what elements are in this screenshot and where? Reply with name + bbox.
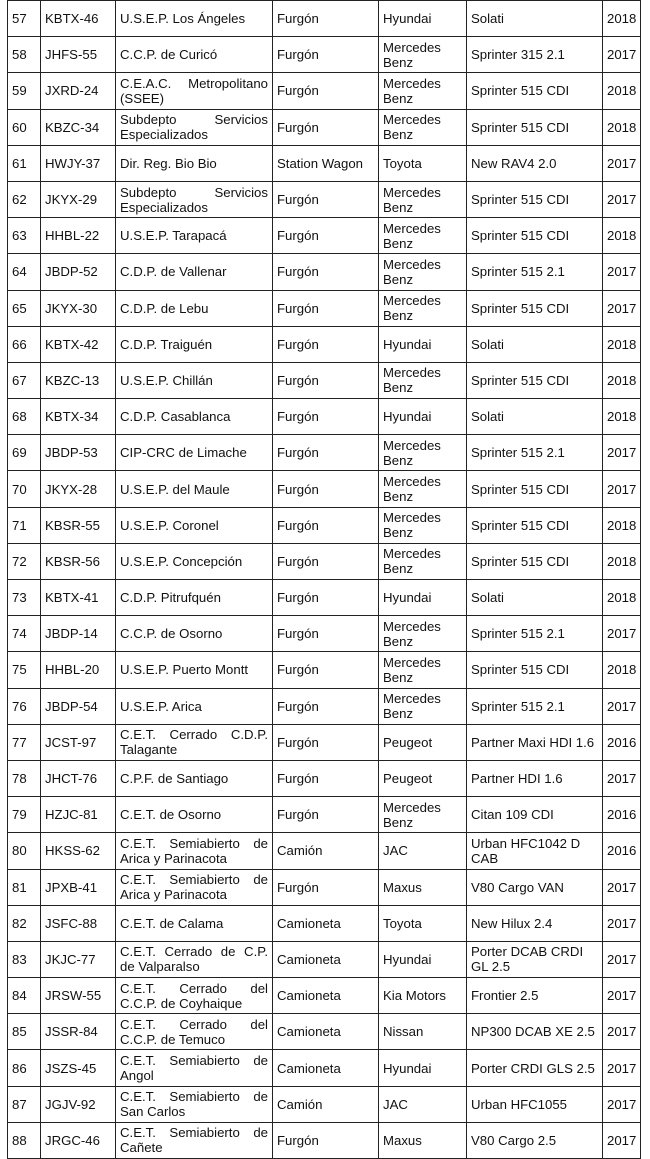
unit-cell: U.S.E.P. Chillán	[116, 362, 273, 398]
unit-cell: Subdepto Servicios Especializados	[116, 109, 273, 145]
row-number-cell: 67	[8, 362, 41, 398]
vehicle-type-cell: Furgón	[273, 1, 379, 37]
plate-cell: JCST-97	[41, 724, 116, 760]
plate-cell: KBTX-41	[41, 580, 116, 616]
plate-cell: HZJC-81	[41, 797, 116, 833]
plate-cell: JBDP-52	[41, 254, 116, 290]
brand-cell: Nissan	[379, 1014, 467, 1050]
vehicle-type-cell: Furgón	[273, 290, 379, 326]
unit-cell: C.C.P. de Osorno	[116, 616, 273, 652]
table-row	[8, 652, 641, 688]
plate-cell: KBTX-34	[41, 399, 116, 435]
table-row	[8, 399, 641, 435]
table-row	[8, 1, 641, 37]
unit-cell: U.S.E.P. Puerto Montt	[116, 652, 273, 688]
unit-cell: U.S.E.P. Tarapacá	[116, 218, 273, 254]
plate-cell: KBTX-46	[41, 1, 116, 37]
vehicle-type-cell: Furgón	[273, 688, 379, 724]
brand-cell: Hyundai	[379, 326, 467, 362]
brand-cell: Mercedes Benz	[379, 109, 467, 145]
row-number-cell: 77	[8, 724, 41, 760]
brand-cell: Mercedes Benz	[379, 543, 467, 579]
brand-cell: Mercedes Benz	[379, 218, 467, 254]
year-cell: 2018	[603, 543, 641, 579]
table-row	[8, 1014, 641, 1050]
plate-cell: JBDP-14	[41, 616, 116, 652]
plate-cell: JKJC-77	[41, 941, 116, 977]
year-cell: 2017	[603, 181, 641, 217]
unit-cell: Subdepto Servicios Especializados	[116, 181, 273, 217]
unit-cell: C.E.T. Semiabierto de Arica y Parinacota	[116, 869, 273, 905]
table-row	[8, 145, 641, 181]
row-number-cell: 68	[8, 399, 41, 435]
year-cell: 2017	[603, 290, 641, 326]
brand-cell: Mercedes Benz	[379, 797, 467, 833]
year-cell: 2017	[603, 688, 641, 724]
plate-cell: JSSR-84	[41, 1014, 116, 1050]
year-cell: 2017	[603, 1122, 641, 1158]
vehicle-table-body	[8, 1, 641, 1159]
year-cell: 2018	[603, 73, 641, 109]
row-number-cell: 72	[8, 543, 41, 579]
unit-cell: U.S.E.P. Arica	[116, 688, 273, 724]
row-number-cell: 57	[8, 1, 41, 37]
table-row	[8, 181, 641, 217]
brand-cell: Mercedes Benz	[379, 254, 467, 290]
vehicle-type-cell: Furgón	[273, 652, 379, 688]
brand-cell: Mercedes Benz	[379, 435, 467, 471]
brand-cell: Mercedes Benz	[379, 73, 467, 109]
table-row	[8, 471, 641, 507]
row-number-cell: 81	[8, 869, 41, 905]
table-row	[8, 290, 641, 326]
plate-cell: HKSS-62	[41, 833, 116, 869]
plate-cell: JXRD-24	[41, 73, 116, 109]
row-number-cell: 78	[8, 760, 41, 796]
vehicle-type-cell: Furgón	[273, 362, 379, 398]
table-row	[8, 1050, 641, 1086]
unit-cell: C.E.A.C. Metropolitano (SSEE)	[116, 73, 273, 109]
plate-cell: JBDP-53	[41, 435, 116, 471]
plate-cell: JKYX-30	[41, 290, 116, 326]
row-number-cell: 86	[8, 1050, 41, 1086]
brand-cell: Kia Motors	[379, 978, 467, 1014]
row-number-cell: 70	[8, 471, 41, 507]
model-cell: V80 Cargo 2.5	[467, 1122, 603, 1158]
row-number-cell: 61	[8, 145, 41, 181]
plate-cell: JKYX-29	[41, 181, 116, 217]
year-cell: 2016	[603, 797, 641, 833]
table-row	[8, 109, 641, 145]
model-cell: V80 Cargo VAN	[467, 869, 603, 905]
brand-cell: Mercedes Benz	[379, 37, 467, 73]
unit-cell: U.S.E.P. Concepción	[116, 543, 273, 579]
year-cell: 2017	[603, 254, 641, 290]
table-row	[8, 543, 641, 579]
model-cell: Sprinter 515 CDI	[467, 73, 603, 109]
plate-cell: JGJV-92	[41, 1086, 116, 1122]
brand-cell: Mercedes Benz	[379, 652, 467, 688]
table-row	[8, 616, 641, 652]
brand-cell: Mercedes Benz	[379, 181, 467, 217]
plate-cell: HWJY-37	[41, 145, 116, 181]
model-cell: New RAV4 2.0	[467, 145, 603, 181]
year-cell: 2017	[603, 1050, 641, 1086]
brand-cell: Peugeot	[379, 760, 467, 796]
table-row	[8, 507, 641, 543]
plate-cell: KBSR-55	[41, 507, 116, 543]
row-number-cell: 58	[8, 37, 41, 73]
unit-cell: U.S.E.P. Los Ángeles	[116, 1, 273, 37]
vehicle-type-cell: Furgón	[273, 760, 379, 796]
model-cell: Sprinter 515 CDI	[467, 290, 603, 326]
plate-cell: HHBL-22	[41, 218, 116, 254]
year-cell: 2017	[603, 1086, 641, 1122]
brand-cell: Hyundai	[379, 941, 467, 977]
unit-cell: C.D.P. de Lebu	[116, 290, 273, 326]
plate-cell: JHCT-76	[41, 760, 116, 796]
row-number-cell: 85	[8, 1014, 41, 1050]
year-cell: 2017	[603, 760, 641, 796]
table-row	[8, 833, 641, 869]
vehicle-type-cell: Furgón	[273, 254, 379, 290]
model-cell: Sprinter 515 CDI	[467, 181, 603, 217]
model-cell: Sprinter 515 CDI	[467, 362, 603, 398]
brand-cell: Mercedes Benz	[379, 471, 467, 507]
row-number-cell: 63	[8, 218, 41, 254]
vehicle-type-cell: Furgón	[273, 326, 379, 362]
table-row	[8, 362, 641, 398]
vehicle-type-cell: Furgón	[273, 218, 379, 254]
year-cell: 2017	[603, 471, 641, 507]
vehicle-type-cell: Camioneta	[273, 1014, 379, 1050]
row-number-cell: 69	[8, 435, 41, 471]
year-cell: 2018	[603, 109, 641, 145]
vehicle-table	[7, 0, 641, 1159]
year-cell: 2017	[603, 435, 641, 471]
year-cell: 2017	[603, 978, 641, 1014]
model-cell: Porter DCAB CRDI GL 2.5	[467, 941, 603, 977]
vehicle-type-cell: Furgón	[273, 507, 379, 543]
plate-cell: JPXB-41	[41, 869, 116, 905]
model-cell: Sprinter 515 CDI	[467, 652, 603, 688]
table-row	[8, 254, 641, 290]
row-number-cell: 75	[8, 652, 41, 688]
brand-cell: Toyota	[379, 905, 467, 941]
plate-cell: JRSW-55	[41, 978, 116, 1014]
plate-cell: JSFC-88	[41, 905, 116, 941]
unit-cell: C.D.P. Pitrufquén	[116, 580, 273, 616]
vehicle-type-cell: Furgón	[273, 797, 379, 833]
vehicle-type-cell: Camioneta	[273, 941, 379, 977]
brand-cell: Maxus	[379, 1122, 467, 1158]
unit-cell: C.E.T. de Calama	[116, 905, 273, 941]
year-cell: 2017	[603, 145, 641, 181]
plate-cell: KBZC-13	[41, 362, 116, 398]
row-number-cell: 64	[8, 254, 41, 290]
vehicle-type-cell: Camioneta	[273, 905, 379, 941]
row-number-cell: 82	[8, 905, 41, 941]
unit-cell: C.E.T. Cerrado C.D.P. Talagante	[116, 724, 273, 760]
unit-cell: U.S.E.P. Coronel	[116, 507, 273, 543]
vehicle-type-cell: Furgón	[273, 580, 379, 616]
table-row	[8, 1086, 641, 1122]
unit-cell: C.E.T. Semiabierto de Arica y Parinacota	[116, 833, 273, 869]
vehicle-type-cell: Furgón	[273, 73, 379, 109]
model-cell: New Hilux 2.4	[467, 905, 603, 941]
model-cell: Solati	[467, 326, 603, 362]
row-number-cell: 84	[8, 978, 41, 1014]
model-cell: Urban HFC1055	[467, 1086, 603, 1122]
vehicle-type-cell: Furgón	[273, 181, 379, 217]
row-number-cell: 88	[8, 1122, 41, 1158]
vehicle-type-cell: Camión	[273, 1086, 379, 1122]
vehicle-type-cell: Furgón	[273, 869, 379, 905]
row-number-cell: 80	[8, 833, 41, 869]
model-cell: Sprinter 515 CDI	[467, 218, 603, 254]
brand-cell: Hyundai	[379, 399, 467, 435]
year-cell: 2017	[603, 37, 641, 73]
brand-cell: Maxus	[379, 869, 467, 905]
table-row	[8, 1122, 641, 1158]
vehicle-type-cell: Furgón	[273, 399, 379, 435]
year-cell: 2018	[603, 399, 641, 435]
table-row	[8, 724, 641, 760]
brand-cell: Mercedes Benz	[379, 616, 467, 652]
year-cell: 2017	[603, 616, 641, 652]
unit-cell: C.E.T. de Osorno	[116, 797, 273, 833]
plate-cell: KBTX-42	[41, 326, 116, 362]
year-cell: 2018	[603, 1, 641, 37]
model-cell: Sprinter 515 CDI	[467, 109, 603, 145]
brand-cell: JAC	[379, 833, 467, 869]
unit-cell: CIP-CRC de Limache	[116, 435, 273, 471]
brand-cell: Mercedes Benz	[379, 362, 467, 398]
plate-cell: KBZC-34	[41, 109, 116, 145]
unit-cell: C.P.F. de Santiago	[116, 760, 273, 796]
plate-cell: JBDP-54	[41, 688, 116, 724]
model-cell: Solati	[467, 1, 603, 37]
row-number-cell: 62	[8, 181, 41, 217]
plate-cell: JKYX-28	[41, 471, 116, 507]
model-cell: Partner Maxi HDI 1.6	[467, 724, 603, 760]
table-row	[8, 435, 641, 471]
model-cell: Porter CRDI GLS 2.5	[467, 1050, 603, 1086]
year-cell: 2018	[603, 580, 641, 616]
unit-cell: C.E.T. Cerrado del C.C.P. de Coyhaique	[116, 978, 273, 1014]
plate-cell: HHBL-20	[41, 652, 116, 688]
model-cell: Sprinter 315 2.1	[467, 37, 603, 73]
vehicle-type-cell: Furgón	[273, 616, 379, 652]
model-cell: Sprinter 515 2.1	[467, 616, 603, 652]
row-number-cell: 60	[8, 109, 41, 145]
table-row	[8, 688, 641, 724]
table-row	[8, 760, 641, 796]
table-row	[8, 869, 641, 905]
unit-cell: Dir. Reg. Bio Bio	[116, 145, 273, 181]
table-row	[8, 218, 641, 254]
row-number-cell: 76	[8, 688, 41, 724]
unit-cell: C.E.T. Cerrado del C.C.P. de Temuco	[116, 1014, 273, 1050]
model-cell: Sprinter 515 CDI	[467, 543, 603, 579]
table-row	[8, 905, 641, 941]
year-cell: 2016	[603, 833, 641, 869]
vehicle-type-cell: Camión	[273, 833, 379, 869]
vehicle-type-cell: Furgón	[273, 37, 379, 73]
table-row	[8, 37, 641, 73]
vehicle-type-cell: Furgón	[273, 543, 379, 579]
row-number-cell: 79	[8, 797, 41, 833]
model-cell: NP300 DCAB XE 2.5	[467, 1014, 603, 1050]
year-cell: 2018	[603, 652, 641, 688]
year-cell: 2017	[603, 1014, 641, 1050]
brand-cell: Peugeot	[379, 724, 467, 760]
model-cell: Sprinter 515 CDI	[467, 507, 603, 543]
unit-cell: C.E.T. Semiabierto de Angol	[116, 1050, 273, 1086]
brand-cell: Mercedes Benz	[379, 507, 467, 543]
model-cell: Citan 109 CDI	[467, 797, 603, 833]
model-cell: Sprinter 515 2.1	[467, 435, 603, 471]
year-cell: 2017	[603, 941, 641, 977]
plate-cell: JHFS-55	[41, 37, 116, 73]
brand-cell: Hyundai	[379, 580, 467, 616]
vehicle-type-cell: Camioneta	[273, 978, 379, 1014]
row-number-cell: 83	[8, 941, 41, 977]
table-row	[8, 326, 641, 362]
unit-cell: C.E.T. Semiabierto de San Carlos	[116, 1086, 273, 1122]
brand-cell: Toyota	[379, 145, 467, 181]
vehicle-type-cell: Camioneta	[273, 1050, 379, 1086]
model-cell: Sprinter 515 2.1	[467, 688, 603, 724]
row-number-cell: 73	[8, 580, 41, 616]
vehicle-type-cell: Furgón	[273, 435, 379, 471]
plate-cell: JSZS-45	[41, 1050, 116, 1086]
model-cell: Frontier 2.5	[467, 978, 603, 1014]
vehicle-type-cell: Furgón	[273, 109, 379, 145]
vehicle-type-cell: Station Wagon	[273, 145, 379, 181]
brand-cell: JAC	[379, 1086, 467, 1122]
year-cell: 2017	[603, 905, 641, 941]
unit-cell: C.D.P. de Vallenar	[116, 254, 273, 290]
unit-cell: C.E.T. Semiabierto de Cañete	[116, 1122, 273, 1158]
year-cell: 2018	[603, 362, 641, 398]
table-row	[8, 580, 641, 616]
model-cell: Solati	[467, 399, 603, 435]
unit-cell: C.D.P. Casablanca	[116, 399, 273, 435]
row-number-cell: 59	[8, 73, 41, 109]
brand-cell: Mercedes Benz	[379, 290, 467, 326]
row-number-cell: 71	[8, 507, 41, 543]
year-cell: 2018	[603, 326, 641, 362]
unit-cell: C.C.P. de Curicó	[116, 37, 273, 73]
vehicle-type-cell: Furgón	[273, 471, 379, 507]
plate-cell: JRGC-46	[41, 1122, 116, 1158]
year-cell: 2017	[603, 869, 641, 905]
model-cell: Sprinter 515 CDI	[467, 471, 603, 507]
plate-cell: KBSR-56	[41, 543, 116, 579]
row-number-cell: 87	[8, 1086, 41, 1122]
table-row	[8, 797, 641, 833]
table-row	[8, 73, 641, 109]
brand-cell: Hyundai	[379, 1050, 467, 1086]
table-row	[8, 978, 641, 1014]
unit-cell: C.E.T. Cerrado de C.P. de Valparalso	[116, 941, 273, 977]
brand-cell: Hyundai	[379, 1, 467, 37]
table-row	[8, 941, 641, 977]
year-cell: 2018	[603, 218, 641, 254]
year-cell: 2018	[603, 507, 641, 543]
vehicle-type-cell: Furgón	[273, 724, 379, 760]
row-number-cell: 66	[8, 326, 41, 362]
row-number-cell: 65	[8, 290, 41, 326]
vehicle-type-cell: Furgón	[273, 1122, 379, 1158]
unit-cell: C.D.P. Traiguén	[116, 326, 273, 362]
model-cell: Solati	[467, 580, 603, 616]
row-number-cell: 74	[8, 616, 41, 652]
model-cell: Partner HDI 1.6	[467, 760, 603, 796]
model-cell: Urban HFC1042 D CAB	[467, 833, 603, 869]
unit-cell: U.S.E.P. del Maule	[116, 471, 273, 507]
year-cell: 2016	[603, 724, 641, 760]
model-cell: Sprinter 515 2.1	[467, 254, 603, 290]
brand-cell: Mercedes Benz	[379, 688, 467, 724]
